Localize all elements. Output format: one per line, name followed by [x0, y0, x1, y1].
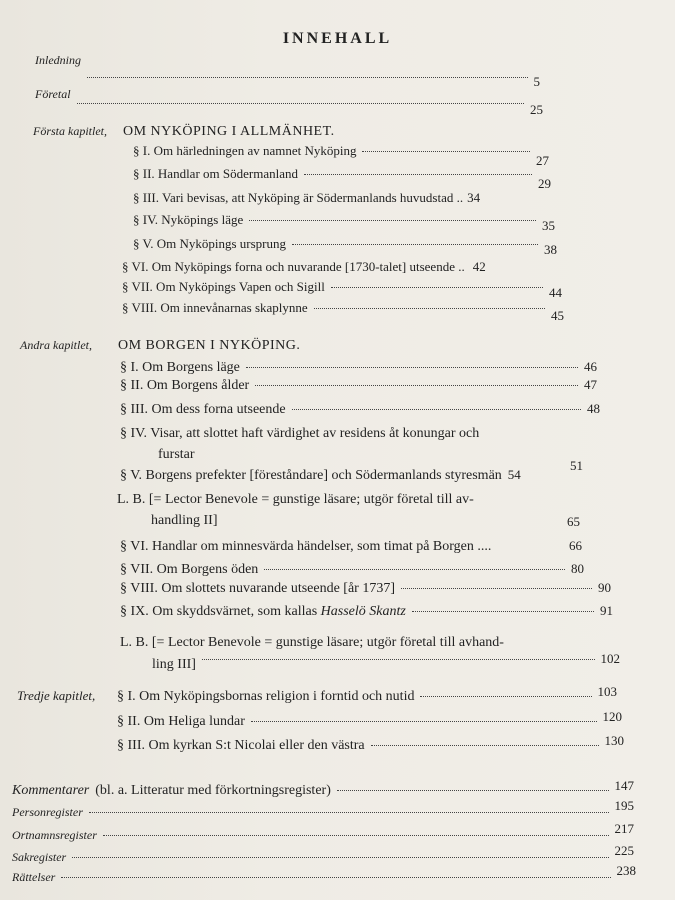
chapter-label: Tredje kapitlet,	[17, 688, 96, 703]
dot-leader	[412, 611, 594, 612]
toc-entry: § I. Om härledningen av namnet Nyköping 27	[133, 143, 549, 168]
toc-entry: L. B. [= Lector Benevole = gunstige läsare; utgör företal till avhand- ling III] 102	[120, 635, 620, 672]
chapter-title: OM BORGEN I NYKÖPING.	[118, 338, 301, 353]
dot-leader	[249, 220, 536, 221]
toc-entry: § VI. Om Nyköpings forna och nuvarande [1730-talet] utseende .. 42	[122, 259, 486, 274]
chapter-heading-2	[20, 336, 300, 354]
chapter-label: Andra kapitlet,	[20, 338, 92, 352]
dot-leader	[292, 244, 538, 245]
entry-label: Ortnamnsregister	[12, 828, 97, 842]
toc-entry: Tredje kapitlet, § I. Om Nyköpingsbornas religion i forntid och nutid 103	[17, 684, 617, 704]
dot-leader	[420, 696, 591, 697]
dot-leader	[202, 659, 595, 660]
toc-entry: L. B. [= Lector Benevole = gunstige läsare; utgör företal till av- handling II] 65	[117, 492, 580, 529]
toc-entry: § IX. Om skyddsvärnet, som kallas Hasselö Skantz 91	[120, 603, 613, 619]
toc-entry: § V. Borgens prefekter [föreståndare] och Södermanlands styresmän 54	[120, 467, 521, 483]
entry-label: Företal	[35, 87, 71, 101]
toc-entry: § III. Vari bevisas, att Nyköping är Södermanlands huvudstad .. 34	[133, 190, 481, 205]
dot-leader	[304, 174, 532, 175]
page-title: INNEHALL	[282, 30, 393, 47]
toc-entry-inledning	[35, 52, 540, 89]
toc-entry-sakregister: Sakregister 225	[12, 843, 634, 864]
dot-leader	[251, 721, 597, 722]
dot-leader	[314, 308, 545, 309]
dot-leader	[77, 103, 524, 104]
chapter-label: Första kapitlet,	[33, 124, 107, 138]
dot-leader	[401, 588, 592, 589]
toc-entry-ortnamnsregister: Ortnamnsregister 217	[12, 821, 634, 842]
toc-entry-foretal	[35, 86, 543, 117]
toc-entry: § I. Om Borgens läge 46	[120, 359, 597, 375]
entry-label: Inledning	[35, 53, 81, 67]
entry-label: Personregister	[12, 805, 83, 819]
entry-label: Sakregister	[12, 850, 67, 864]
toc-entry: § VII. Om Nyköpings Vapen och Sigill 44	[122, 279, 562, 300]
toc-entry: § VII. Om Borgens öden 80	[120, 561, 584, 577]
entry-label: Kommentarer	[12, 783, 90, 798]
dot-leader	[362, 151, 530, 152]
toc-entry: § II. Om Borgens ålder 47	[120, 377, 597, 393]
dot-leader	[103, 835, 609, 836]
toc-entry-personregister: Personregister 195	[12, 798, 634, 819]
toc-entry-kommentarer: Kommentarer (bl. a. Litteratur med förkortningsregister) 147	[12, 778, 634, 798]
dot-leader	[87, 77, 528, 78]
dot-leader	[264, 569, 565, 570]
dot-leader	[72, 857, 608, 858]
toc-entry: § IV. Visar, att slottet haft värdighet av residens åt konungar och furstar 51	[120, 426, 583, 473]
dot-leader	[61, 877, 610, 878]
toc-entry: § II. Om Heliga lundar 120	[117, 709, 622, 729]
dot-leader	[292, 409, 581, 410]
page-number: 5	[533, 74, 540, 89]
dot-leader	[246, 367, 578, 368]
dot-leader	[331, 287, 543, 288]
toc-entry: § III. Om kyrkan S:t Nicolai eller den västra 130	[117, 733, 624, 753]
chapter-title: OM NYKÖPING I ALLMÄNHET.	[123, 124, 335, 139]
dot-leader	[255, 385, 578, 386]
page-number: 25	[530, 102, 543, 117]
toc-entry: § II. Handlar om Södermanland 29	[133, 166, 551, 191]
dot-leader	[89, 812, 609, 813]
toc-entry: § V. Om Nyköpings ursprung 38	[133, 236, 557, 257]
toc-entry: § VI. Handlar om minnesvärda händelser, som timat på Borgen .... 66	[120, 538, 582, 554]
entry-label: Rättelser	[12, 870, 56, 884]
toc-entry: § IV. Nyköpings läge 35	[133, 212, 555, 233]
toc-entry: § III. Om dess forna utseende 48	[120, 401, 600, 417]
dot-leader	[337, 790, 609, 791]
toc-entry: § VIII. Om slottets nuvarande utseende [år 1737] 90	[120, 580, 611, 596]
toc-entry-rattelser: Rättelser 238	[12, 863, 636, 884]
toc-entry: § VIII. Om innevånarnas skaplynne 45	[122, 300, 564, 323]
chapter-heading-1	[33, 122, 335, 140]
dot-leader	[371, 745, 599, 746]
